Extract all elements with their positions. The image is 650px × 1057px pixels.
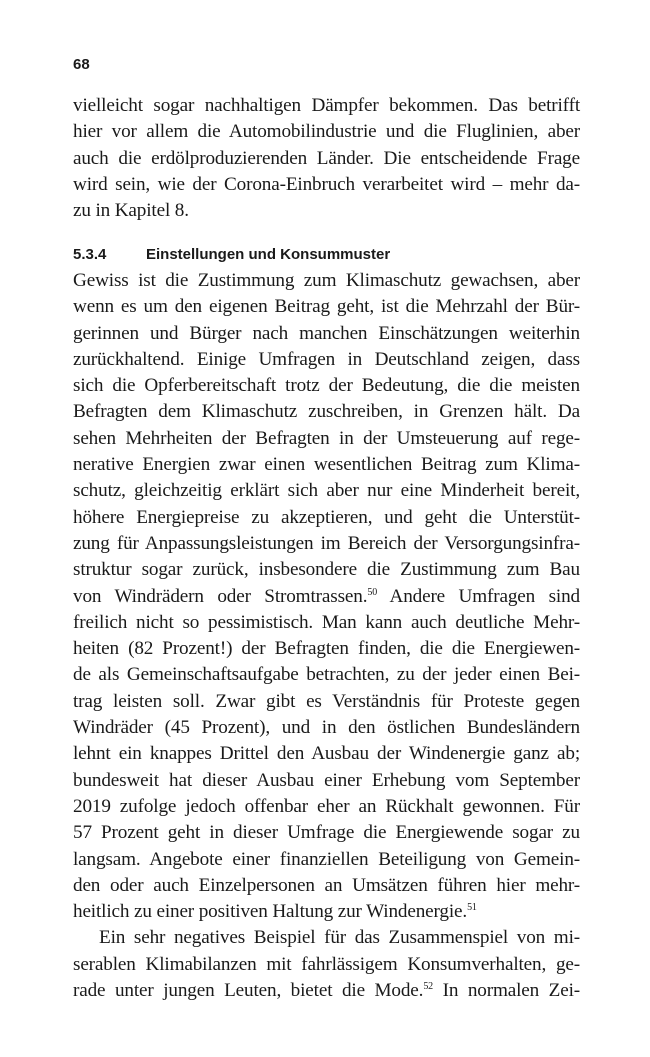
text-line: serablen Klimabilanzen mit fahrlässigem Konsumverhalten, ge- [73, 953, 580, 975]
text-line: Befragten dem Klimaschutz zuschreiben, in Grenzen hält. Da [73, 401, 580, 423]
text-line: trag leisten soll. Zwar gibt es Verständnis für Proteste gegen [73, 690, 580, 712]
footnote-marker: 50 [367, 586, 378, 598]
text-line: Ein sehr negatives Beispiel für das Zusammenspiel von mi- [99, 927, 580, 949]
text-line: 57 Prozent geht in dieser Umfrage die Energiewende sogar zu [73, 822, 580, 844]
section-heading [73, 245, 390, 265]
text-segment: heitlich zu einer positiven Haltung zur Windenergie. [73, 901, 468, 923]
text-line: zung für Anpassungsleistungen im Bereich der Versorgungsinfra- [73, 532, 580, 554]
text-line: vielleicht sogar nachhaltigen Dämpfer bekommen. Das betrifft [73, 95, 580, 116]
text-line: de als Gemeinschaftsaufgabe betrachten, zu der jeder einen Bei- [73, 664, 580, 686]
text-line: nerative Energien zwar einen wesentlichen Beitrag zum Klima- [73, 454, 580, 476]
text-line: höhere Energiepreise zu akzeptieren, und geht die Unterstüt- [73, 506, 580, 528]
text-line-with-footnote [73, 978, 580, 1004]
text-line: hier vor allem die Automobilindustrie und die Fluglinien, aber [73, 121, 580, 143]
text-line: wenn es um den eigenen Beitrag geht, ist die Mehrzahl der Bür- [73, 296, 580, 318]
text-line: sehen Mehrheiten der Befragten in der Umsteuerung auf rege- [73, 427, 580, 449]
text-line-with-footnote [73, 584, 580, 610]
text-line: langsam. Angebote einer finanziellen Beteiligung von Gemein- [73, 848, 580, 870]
paragraph-main [73, 268, 580, 1004]
text-line-with-footnote [73, 899, 580, 925]
text-line: lehnt ein knappes Drittel den Ausbau der Windenergie ganz ab; [73, 743, 580, 765]
text-line: bundesweit hat dieser Ausbau einer Erhebung vom September [73, 769, 580, 791]
text-line: heiten (82 Prozent!) der Befragten finden, die die Energiewen- [73, 638, 580, 660]
text-line: struktur sogar zurück, insbesondere die Zustimmung zum Bau [73, 559, 580, 581]
text-segment: In normalen Zei- [442, 980, 580, 1002]
text-line: auch die erdölproduzierenden Länder. Die entscheidende Frage [73, 147, 580, 169]
text-line: zurückhaltend. Einige Umfragen in Deutschland zeigen, dass [73, 348, 580, 370]
text-line: Gewiss ist die Zustimmung zum Klimaschutz gewachsen, aber [73, 270, 580, 291]
text-segment: rade unter jungen Leuten, bietet die Mode. [73, 980, 424, 1002]
text-line: zu in Kapitel 8. [73, 200, 189, 222]
text-line: sich die Opferbereitschaft trotz der Bedeutung, die die meisten [73, 375, 580, 397]
text-line: gerinnen und Bürger nach manchen Einschätzungen weiterhin [73, 322, 580, 344]
section-number: 5.3.4 [73, 246, 107, 263]
text-segment: von Windrädern oder Stromtrassen. [73, 585, 368, 607]
section-title: Einstellungen und Konsummuster [146, 246, 391, 263]
text-segment: Andere Umfragen sind [389, 585, 580, 607]
text-line: wird sein, wie der Corona-Einbruch verarbeitet wird – mehr da- [73, 173, 580, 195]
footnote-marker: 52 [423, 981, 434, 993]
text-line: Windräder (45 Prozent), und in den östlichen Bundesländern [73, 717, 580, 739]
text-line: den oder auch Einzelpersonen an Umsätzen führen hier mehr- [73, 874, 580, 896]
text-line: schutz, gleichzeitig erklärt sich aber nur eine Minderheit bereit, [73, 480, 580, 502]
footnote-marker: 51 [467, 902, 477, 914]
paragraph-top [73, 93, 580, 224]
text-line: 2019 zufolge jedoch offenbar eher an Rückhalt gewonnen. Für [73, 795, 580, 817]
text-line: freilich nicht so pessimistisch. Man kann auch deutliche Mehr- [73, 611, 580, 633]
page-number: 68 [73, 56, 90, 73]
